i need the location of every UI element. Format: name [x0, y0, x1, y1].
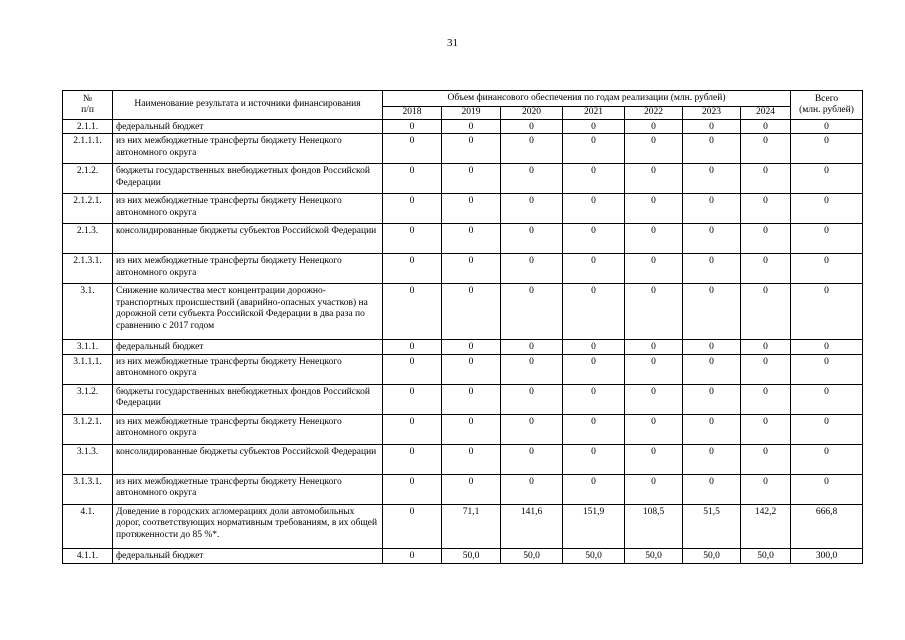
row-name: консолидированные бюджеты субъектов Российской Федерации [113, 224, 383, 254]
row-year-value: 0 [383, 134, 442, 164]
row-year-value: 0 [383, 444, 442, 474]
row-year-value: 0 [741, 254, 791, 284]
row-year-value: 0 [625, 444, 683, 474]
row-total: 0 [791, 384, 863, 414]
row-number: 2.1.2. [63, 164, 113, 194]
row-name: из них межбюджетные трансферты бюджету Ненецкого автономного округа [113, 354, 383, 384]
row-year-value: 0 [683, 194, 741, 224]
row-year-value: 0 [383, 474, 442, 504]
row-year-value: 0 [625, 254, 683, 284]
row-year-value: 0 [741, 414, 791, 444]
row-year-value: 0 [383, 284, 442, 340]
row-year-value: 0 [442, 194, 501, 224]
row-year-value: 0 [625, 284, 683, 340]
row-year-value: 0 [683, 414, 741, 444]
row-number: 2.1.3.1. [63, 254, 113, 284]
row-total: 0 [791, 414, 863, 444]
row-year-value: 0 [625, 384, 683, 414]
row-year-value: 0 [741, 340, 791, 354]
header-year: 2018 [383, 107, 442, 120]
row-name: бюджеты государственных внебюджетных фондов Российской Федерации [113, 384, 383, 414]
row-year-value: 0 [683, 224, 741, 254]
row-year-value: 0 [683, 284, 741, 340]
header-year: 2022 [625, 107, 683, 120]
row-year-value: 0 [442, 340, 501, 354]
table-row [63, 384, 863, 414]
row-year-value: 0 [563, 120, 625, 134]
row-total: 0 [791, 164, 863, 194]
header-year: 2024 [741, 107, 791, 120]
row-year-value: 0 [625, 164, 683, 194]
row-name: Снижение количества мест концентрации дорожно-транспортных происшествий (аварийно-опасных участков) на дорожной сети субъекта Российской Федерации в два раза по сравнению с 2017 годом [113, 284, 383, 340]
row-year-value: 0 [442, 284, 501, 340]
row-year-value: 0 [501, 120, 563, 134]
table-row [63, 414, 863, 444]
row-year-value: 0 [383, 194, 442, 224]
row-year-value: 0 [442, 254, 501, 284]
row-year-value: 0 [741, 120, 791, 134]
header-funding-group: Объем финансового обеспечения по годам реализации (млн. рублей) [383, 91, 791, 107]
row-year-value: 0 [741, 194, 791, 224]
row-year-value: 0 [625, 340, 683, 354]
table-row [63, 548, 863, 563]
row-year-value: 0 [741, 384, 791, 414]
row-year-value: 0 [741, 284, 791, 340]
row-year-value: 0 [383, 384, 442, 414]
row-year-value: 0 [442, 444, 501, 474]
row-year-value: 0 [625, 414, 683, 444]
row-total: 0 [791, 444, 863, 474]
row-total: 300,0 [791, 548, 863, 563]
row-year-value: 0 [625, 194, 683, 224]
row-number: 3.1.1.1. [63, 354, 113, 384]
header-number-line1: № [82, 93, 93, 104]
table-row [63, 354, 863, 384]
row-year-value: 0 [501, 474, 563, 504]
row-year-value: 0 [563, 134, 625, 164]
table-row [63, 504, 863, 548]
table-row [63, 224, 863, 254]
row-year-value: 0 [683, 474, 741, 504]
row-name: из них межбюджетные трансферты бюджету Ненецкого автономного округа [113, 194, 383, 224]
row-total: 0 [791, 194, 863, 224]
row-name: из них межбюджетные трансферты бюджету Ненецкого автономного округа [113, 254, 383, 284]
page-number: 31 [447, 37, 458, 49]
row-total: 0 [791, 474, 863, 504]
row-number: 3.1.2.1. [63, 414, 113, 444]
row-year-value: 0 [683, 340, 741, 354]
row-total: 0 [791, 284, 863, 340]
row-year-value: 0 [442, 354, 501, 384]
row-total: 666,8 [791, 504, 863, 548]
financing-table [62, 90, 863, 564]
row-year-value: 0 [563, 254, 625, 284]
row-year-value: 0 [563, 474, 625, 504]
row-year-value: 0 [442, 384, 501, 414]
table-row [63, 194, 863, 224]
table-row [63, 254, 863, 284]
row-year-value: 0 [383, 340, 442, 354]
row-year-value: 0 [383, 224, 442, 254]
row-year-value: 51,5 [683, 504, 741, 548]
row-year-value: 0 [563, 354, 625, 384]
row-year-value: 0 [501, 134, 563, 164]
row-year-value: 0 [741, 164, 791, 194]
header-number [63, 91, 113, 120]
row-year-value: 0 [442, 120, 501, 134]
header-total-line1: Всего [814, 93, 839, 104]
row-year-value: 50,0 [683, 548, 741, 563]
row-year-value: 0 [501, 284, 563, 340]
row-year-value: 0 [383, 414, 442, 444]
header-year: 2019 [442, 107, 501, 120]
row-year-value: 50,0 [625, 548, 683, 563]
row-year-value: 0 [625, 474, 683, 504]
row-year-value: 0 [501, 164, 563, 194]
row-year-value: 50,0 [563, 548, 625, 563]
row-year-value: 50,0 [741, 548, 791, 563]
row-year-value: 0 [442, 224, 501, 254]
header-total [791, 91, 863, 120]
table-body [63, 120, 863, 564]
row-year-value: 0 [683, 134, 741, 164]
header-year: 2020 [501, 107, 563, 120]
row-year-value: 0 [501, 354, 563, 384]
row-name: консолидированные бюджеты субъектов Российской Федерации [113, 444, 383, 474]
row-year-value: 71,1 [442, 504, 501, 548]
table-row [63, 284, 863, 340]
row-year-value: 0 [625, 120, 683, 134]
row-year-value: 0 [563, 194, 625, 224]
row-year-value: 141,6 [501, 504, 563, 548]
row-number: 4.1. [63, 504, 113, 548]
table-row [63, 120, 863, 134]
row-year-value: 151,9 [563, 504, 625, 548]
row-name: из них межбюджетные трансферты бюджету Ненецкого автономного округа [113, 474, 383, 504]
row-year-value: 0 [442, 474, 501, 504]
row-year-value: 0 [563, 384, 625, 414]
row-year-value: 0 [442, 414, 501, 444]
row-year-value: 0 [625, 224, 683, 254]
row-name: из них межбюджетные трансферты бюджету Ненецкого автономного округа [113, 134, 383, 164]
row-number: 3.1. [63, 284, 113, 340]
row-year-value: 0 [741, 354, 791, 384]
row-year-value: 0 [383, 548, 442, 563]
row-number: 2.1.2.1. [63, 194, 113, 224]
row-year-value: 50,0 [501, 548, 563, 563]
row-year-value: 0 [683, 444, 741, 474]
row-year-value: 0 [563, 444, 625, 474]
header-year: 2021 [563, 107, 625, 120]
row-total: 0 [791, 120, 863, 134]
row-year-value: 0 [501, 414, 563, 444]
row-year-value: 108,5 [625, 504, 683, 548]
row-year-value: 0 [501, 194, 563, 224]
row-total: 0 [791, 254, 863, 284]
row-year-value: 50,0 [442, 548, 501, 563]
table-row [63, 340, 863, 354]
row-year-value: 142,2 [741, 504, 791, 548]
header-number-line2: п/п [81, 105, 94, 115]
table-row [63, 474, 863, 504]
row-total: 0 [791, 224, 863, 254]
row-year-value: 0 [625, 354, 683, 384]
row-year-value: 0 [683, 354, 741, 384]
row-number: 3.1.1. [63, 340, 113, 354]
row-year-value: 0 [442, 164, 501, 194]
row-year-value: 0 [625, 134, 683, 164]
row-year-value: 0 [741, 444, 791, 474]
row-year-value: 0 [563, 340, 625, 354]
row-total: 0 [791, 340, 863, 354]
row-total: 0 [791, 134, 863, 164]
row-number: 3.1.3. [63, 444, 113, 474]
row-year-value: 0 [501, 444, 563, 474]
row-year-value: 0 [683, 120, 741, 134]
row-year-value: 0 [683, 164, 741, 194]
row-year-value: 0 [563, 224, 625, 254]
row-year-value: 0 [501, 224, 563, 254]
row-year-value: 0 [683, 384, 741, 414]
row-name: федеральный бюджет [113, 120, 383, 134]
row-number: 2.1.1.1. [63, 134, 113, 164]
row-name: из них межбюджетные трансферты бюджету Ненецкого автономного округа [113, 414, 383, 444]
table-row [63, 134, 863, 164]
row-number: 2.1.1. [63, 120, 113, 134]
row-year-value: 0 [501, 254, 563, 284]
row-year-value: 0 [442, 134, 501, 164]
row-year-value: 0 [741, 224, 791, 254]
row-year-value: 0 [683, 254, 741, 284]
header-total-line2: (млн. рублей) [799, 105, 854, 115]
table-row [63, 444, 863, 474]
row-year-value: 0 [383, 354, 442, 384]
row-year-value: 0 [383, 254, 442, 284]
row-year-value: 0 [501, 384, 563, 414]
row-year-value: 0 [383, 120, 442, 134]
row-total: 0 [791, 354, 863, 384]
row-year-value: 0 [563, 284, 625, 340]
table-header [63, 91, 863, 120]
row-year-value: 0 [741, 134, 791, 164]
row-number: 3.1.2. [63, 384, 113, 414]
row-year-value: 0 [741, 474, 791, 504]
row-name: федеральный бюджет [113, 340, 383, 354]
row-name: федеральный бюджет [113, 548, 383, 563]
header-year: 2023 [683, 107, 741, 120]
row-year-value: 0 [383, 164, 442, 194]
table-row [63, 164, 863, 194]
row-number: 2.1.3. [63, 224, 113, 254]
row-name: бюджеты государственных внебюджетных фондов Российской Федерации [113, 164, 383, 194]
row-number: 4.1.1. [63, 548, 113, 563]
row-year-value: 0 [383, 504, 442, 548]
row-name: Доведение в городских агломерациях доли автомобильных дорог, соответствующих нормативным требованиям, в их общей протяженности до 85 %*. [113, 504, 383, 548]
row-year-value: 0 [563, 414, 625, 444]
row-year-value: 0 [563, 164, 625, 194]
header-name: Наименование результата и источники финансирования [113, 91, 383, 120]
row-year-value: 0 [501, 340, 563, 354]
row-number: 3.1.3.1. [63, 474, 113, 504]
